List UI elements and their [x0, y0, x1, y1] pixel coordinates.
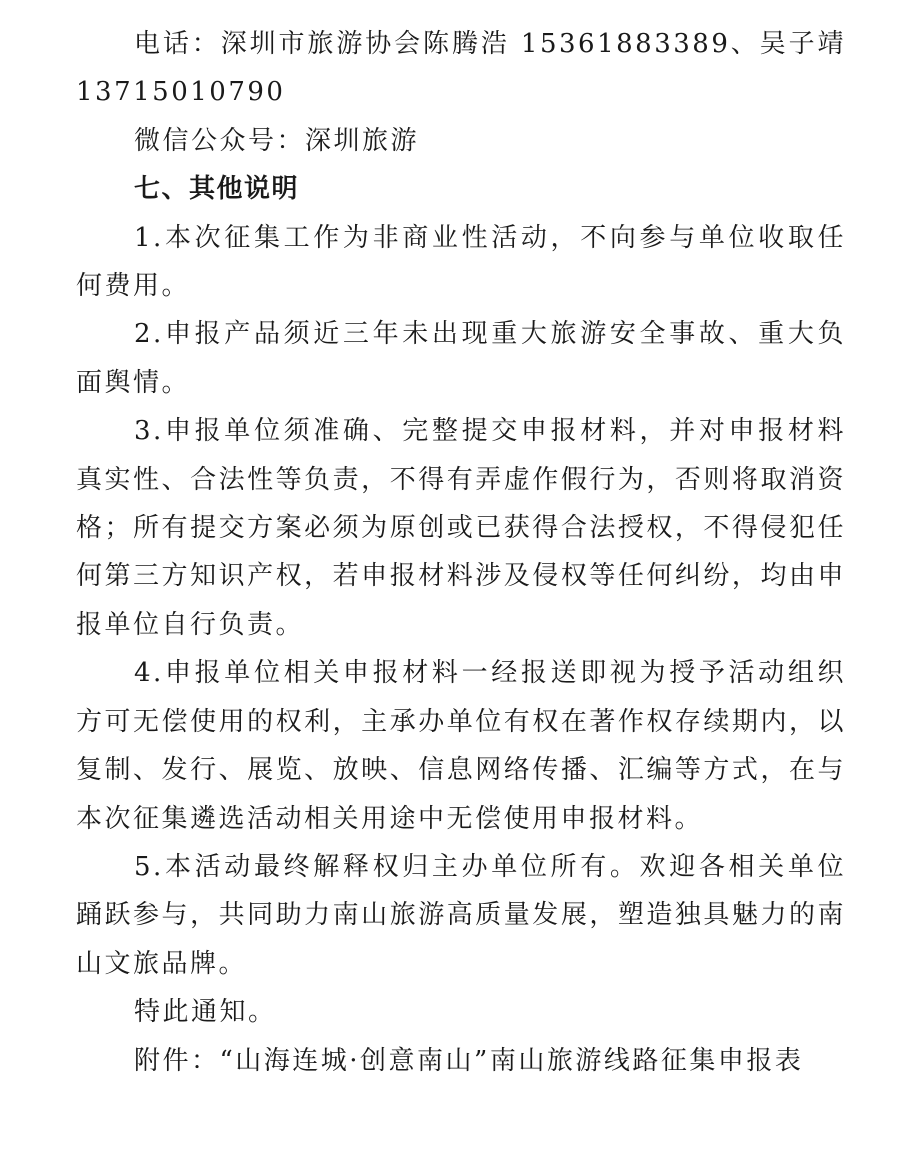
closing-statement: 特此通知。 [134, 997, 277, 1028]
contact-phone: 电话：深圳市旅游协会陈腾浩 15361883389、吴子靖 13715010790 [76, 29, 846, 108]
section-title-other-notes: 七、其他说明 [134, 174, 300, 205]
note-item-3: 3.申报单位须准确、完整提交申报材料，并对申报材料真实性、合法性等负责，不得有弄虚作假行为，否则将取消资格；所有提交方案必须为原创或已获得合法授权，不得侵犯任何第三方知识产权，若申报材料涉及侵权等任何纠纷，均由申报单位自行负责。 [76, 416, 846, 640]
note-item-2: 2.申报产品须近三年未出现重大旅游安全事故、重大负面舆情。 [76, 319, 846, 398]
note-item-4: 4.申报单位相关申报材料一经报送即视为授予活动组织方可无偿使用的权利，主承办单位有权在著作权存续期内，以复制、发行、展览、放映、信息网络传播、汇编等方式，在与本次征集遴选活动相关用途中无偿使用申报材料。 [76, 658, 846, 834]
note-item-5: 5.本活动最终解释权归主办单位所有。欢迎各相关单位踊跃参与，共同助力南山旅游高质量发展，塑造独具魅力的南山文旅品牌。 [76, 851, 846, 979]
note-item-1: 1.本次征集工作为非商业性活动，不向参与单位收取任何费用。 [76, 222, 846, 302]
document-page [76, 20, 846, 1085]
attachment-line: 附件：“山海连城·创意南山”南山旅游线路征集申报表 [134, 1045, 804, 1076]
contact-wechat: 微信公众号：深圳旅游 [134, 125, 420, 156]
